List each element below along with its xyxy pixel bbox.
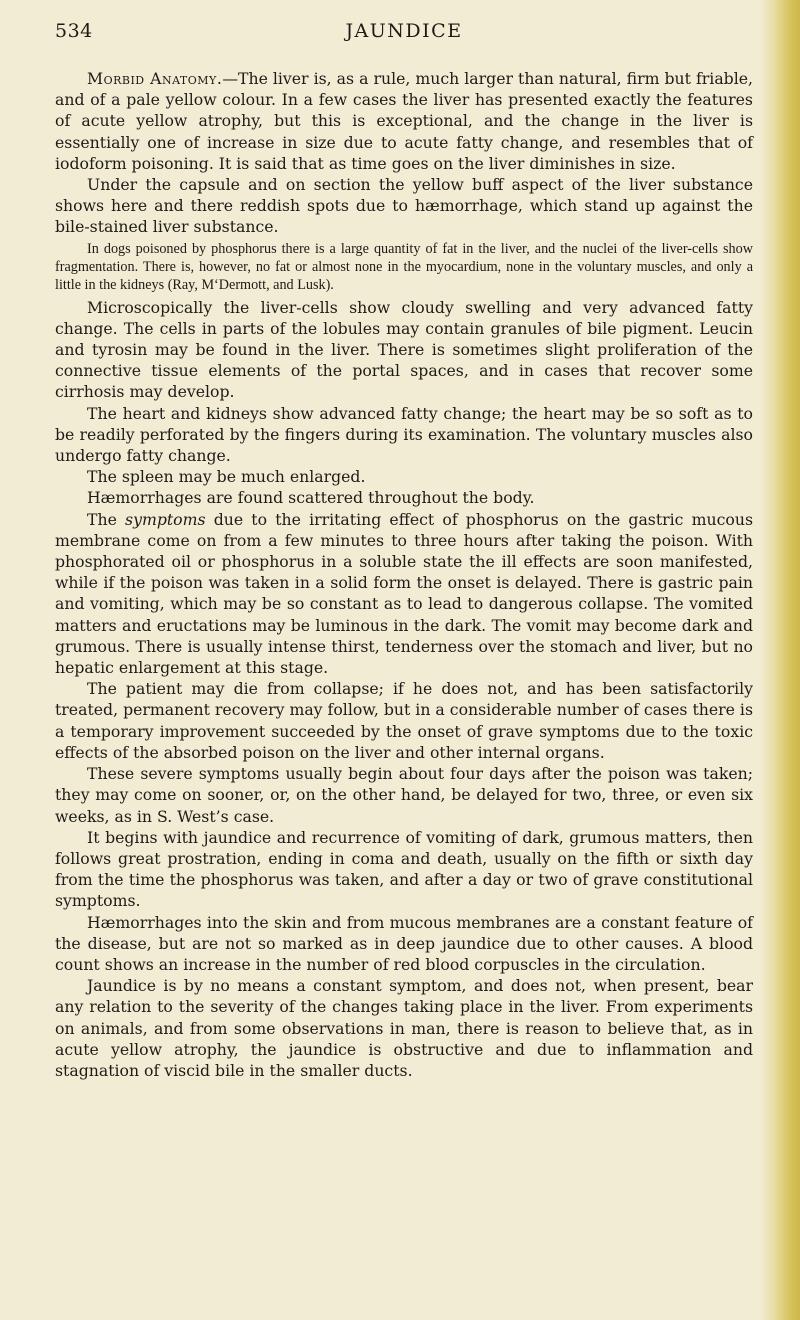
paragraph-symptoms <box>55 509 753 679</box>
paragraph-microscopically: Microscopically the liver-cells show cloudy swelling and very advanced fatty change. The cells in parts of the lobules may contain granules of bile pigment. Leucin and tyrosin may be found in the liver. There is sometimes slight proliferation of the connective tissue elements of the portal spaces, and in cases that recover some cirrhosis may develop. <box>55 297 753 402</box>
page-header <box>55 20 753 56</box>
paragraph-severe-symptoms: These severe symptoms usually begin about four days after the poison was taken; they may come on sooner, or, on the other hand, be delayed for two, three, or even six weeks, as in S. West’s case. <box>55 764 753 826</box>
paragraph-note-dogs: In dogs poisoned by phosphorus there is a large quantity of fat in the liver, and the nuclei of the liver-cells show fragmentation. There is, however, no fat or almost none in the myocardium, none in the voluntary muscles, and only a little in the kidneys (Ray, M‘Dermott, and Lusk). <box>55 240 753 293</box>
paragraph-morbid-anatomy <box>55 68 753 174</box>
page-number: 534 <box>55 20 93 42</box>
paragraph-heart-kidneys: The heart and kidneys show advanced fatty change; the heart may be so soft as to be readily perforated by the fingers during its examination. The voluntary muscles also undergo fatty change. <box>55 403 753 466</box>
paragraph-text: due to the irritating effect of phosphorus on the gastric mucous membrane come on from a few minutes to three hours after taking the poison. With phosphorated oil or phosphorus in a soluble state the ill effects are soon manifested, while if the poison was taken in a solid form the onset is delayed. There is gastric pain and vomiting, which may be so constant as to lead to dangerous collapse. The vomited matters and eructations may be luminous in the dark. The vomit may become dark and grumous. There is usually intense thirst, tenderness over the stomach and liver, but no hepatic enlargement at this stage. <box>55 509 753 678</box>
paragraph-jaundice-onset: It begins with jaundice and recurrence of vomiting of dark, grumous matters, then follows great prostration, ending in coma and death, usually on the fifth or sixth day from the time the phosphorus was taken, and after a day or two of grave constitutional symptoms. <box>55 827 753 911</box>
paragraph-skin-haemorrhages: Hæmorrhages into the skin and from mucous membranes are a constant feature of the disease, but are not so marked as in deep jaundice due to other causes. A blood count shows an increase in the number of red blood corpuscles in the circulation. <box>55 912 753 974</box>
running-head: JAUNDICE <box>345 20 463 42</box>
paragraph-pre: The <box>87 509 126 529</box>
paragraph-haemorrhages: Hæmorrhages are found scattered throughout the body. <box>87 488 535 508</box>
section-lead: Morbid Anatomy. <box>87 69 223 88</box>
paragraph-text: —The liver is, as a rule, much larger than natural, firm but friable, and of a pale yellow colour. In a few cases the liver has presented exactly the features of acute yellow atrophy, but this is exceptional, and the change in the liver is essentially one of increase in size due to acute fatty change, and resembles that of iodoform poisoning. It is said that as time goes on the liver diminishes in size. <box>55 69 753 173</box>
page-content <box>55 20 753 1081</box>
paragraph-jaundice-constant: Jaundice is by no means a constant symptom, and does not, when present, bear any relation to the severity of the changes taking place in the liver. From experiments on animals, and from some observations in man, there is reason to believe that, as in acute yellow atrophy, the jaundice is obstructive and due to inflammation and stagnation of viscid bile in the smaller ducts. <box>55 976 753 1080</box>
page-edge <box>760 0 800 1320</box>
symptoms-term: symptoms <box>125 509 206 529</box>
paragraph-spleen: The spleen may be much enlarged. <box>87 467 366 487</box>
paragraph-collapse: The patient may die from collapse; if he does not, and has been satisfactorily treated, permanent recovery may follow, but in a considerable number of cases there is a temporary improvement succeeded by the onset of grave symptoms due to the toxic effects of the absorbed poison on the liver and other internal organs. <box>55 679 753 762</box>
paragraph-capsule: Under the capsule and on section the yellow buff aspect of the liver substance shows here and there reddish spots due to hæmorrhage, which stand up against the bile-stained liver substance. <box>55 175 753 237</box>
